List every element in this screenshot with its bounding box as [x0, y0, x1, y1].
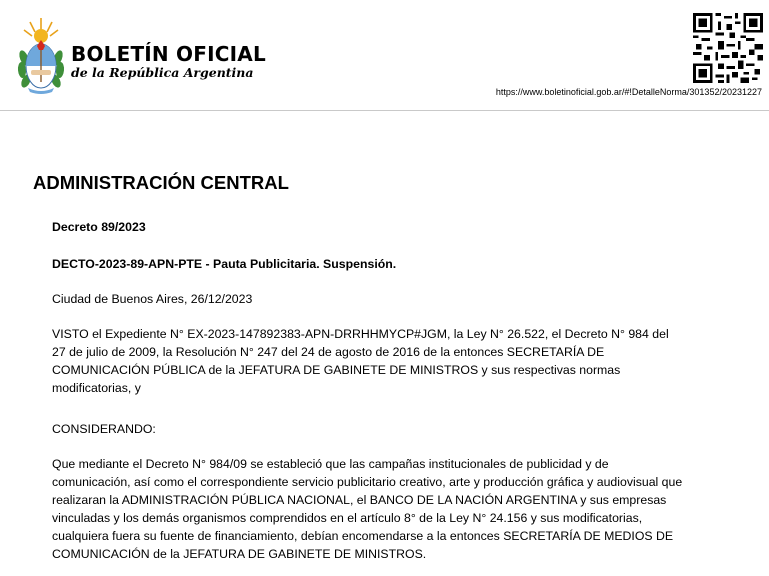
- visto-line: modificatorias, y: [52, 381, 141, 395]
- brand-title: BOLETÍN OFICIAL: [71, 42, 266, 66]
- visto-line: VISTO el Expediente N° EX-2023-147892383-APN-DRRHHMYCP#JGM, la Ley N° 26.522, el Decreto N° 984 del: [52, 327, 669, 341]
- visto-line: 27 de julio de 2009, la Resolución N° 247 del 24 de agosto de 2016 de la entonces SECRETARÍA DE: [52, 345, 605, 359]
- considerando-heading: CONSIDERANDO:: [52, 422, 156, 436]
- visto-line: COMUNICACIÓN PÚBLICA de la JEFATURA DE GABINETE DE MINISTROS y sus respectivas normas: [52, 363, 621, 377]
- que-line: vinculadas y los demás organismos comprendidos en el artículo 8° de la Ley N° 24.156 y sus modificatorias,: [52, 511, 643, 525]
- que-line: cualquiera fuera su fuente de financiamiento, debían encomendarse a la entonces SECRETARÍA DE MEDIOS DE: [52, 529, 674, 543]
- decree-subject: DECTO-2023-89-APN-PTE - Pauta Publicitaria. Suspensión.: [52, 257, 397, 271]
- section-title: ADMINISTRACIÓN CENTRAL: [33, 172, 289, 193]
- visto-paragraph: [52, 325, 737, 397]
- document-url[interactable]: https://www.boletinoficial.gob.ar/#!DetalleNorma/301352/20231227: [495, 87, 762, 97]
- qr-code-icon[interactable]: [693, 13, 763, 83]
- coat-of-arms-icon: [16, 16, 66, 94]
- que-paragraph: [52, 455, 737, 563]
- header-divider: [0, 110, 769, 111]
- brand-subtitle: de la República Argentina: [71, 65, 254, 80]
- decree-number: Decreto 89/2023: [52, 220, 146, 234]
- que-line: comunicación, así como el correspondiente servicio publicitario creativo, arte y producción gráfica y audiovisual que: [52, 475, 683, 489]
- city-date: Ciudad de Buenos Aires, 26/12/2023: [52, 292, 253, 306]
- header: [0, 0, 769, 112]
- que-line: Que mediante el Decreto N° 984/09 se estableció que las campañas institucionales de publicidad y de: [52, 457, 609, 471]
- que-line: realizaran la ADMINISTRACIÓN PÚBLICA NACIONAL, el BANCO DE LA NACIÓN ARGENTINA y sus empresas: [52, 493, 667, 507]
- que-line: COMUNICACIÓN de la JEFATURA DE GABINETE DE MINISTROS.: [52, 547, 427, 561]
